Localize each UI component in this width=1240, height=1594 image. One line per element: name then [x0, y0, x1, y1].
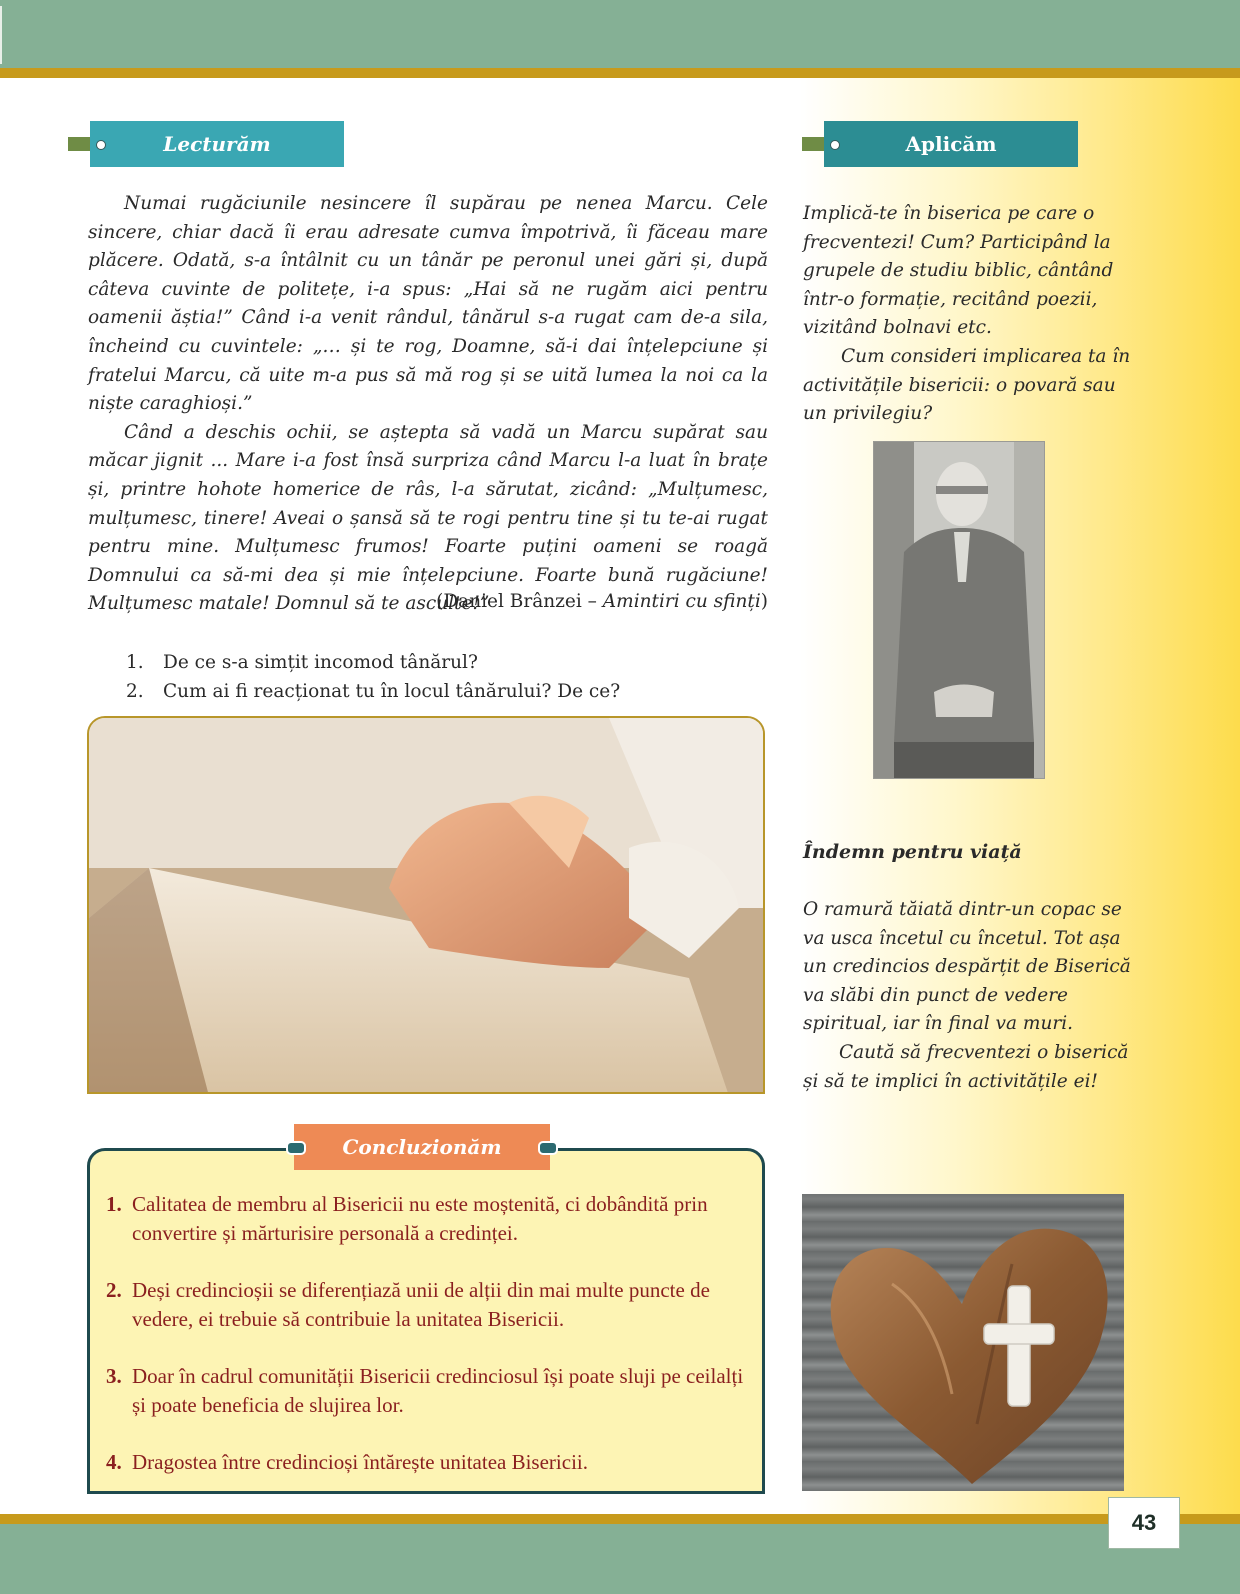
tab-pin-right-icon	[538, 1141, 558, 1155]
questions-list	[126, 648, 726, 706]
tab-body	[824, 121, 1078, 167]
apply-text	[803, 200, 1133, 429]
question-text: Cum ai fi reacționat tu în locul tânărului? De ce?	[163, 681, 621, 702]
conclusions-list	[104, 1190, 754, 1505]
wooden-heart-illustration	[802, 1194, 1124, 1491]
conclusion-text: Deși credincioșii se diferențiază unii de alții din mai multe puncte de vedere, ei trebuie să contribuie la unitatea Bisericii.	[132, 1278, 710, 1331]
tab-stub	[802, 137, 824, 151]
indemn-title: Îndemn pentru viață	[803, 841, 1022, 863]
question-item	[126, 677, 726, 706]
conclusion-number: 1.	[106, 1192, 122, 1216]
tab-pin-left-icon	[286, 1141, 306, 1155]
citation-title: Amintiri cu sfinți	[602, 591, 761, 612]
section-title-aplicam: Aplicăm	[905, 132, 997, 156]
question-text: De ce s-a simțit incomod tânărul?	[163, 652, 478, 673]
reading-citation	[88, 591, 768, 612]
praying-hands-illustration	[89, 718, 765, 1094]
citation-author: (Daniel Brânzei –	[436, 591, 603, 612]
apply-paragraph-2: Cum consideri implicarea ta în activitățile bisericii: o povară sau un privilegiu?	[803, 345, 1131, 425]
header-edge-line	[0, 6, 2, 64]
section-tab-lecturam	[68, 121, 344, 167]
old-man-illustration	[874, 442, 1044, 778]
conclusion-text: Doar în cadrul comunității Bisericii credinciosul își poate sluji pe ceilalți și poate beneficia de slujirea lor.	[132, 1364, 744, 1417]
reading-text	[88, 190, 768, 619]
apply-paragraph-1: Implică-te în biserica pe care o frecventezi! Cum? Participând la grupele de studiu biblic, cântând într-o formație, recitând poezii, vizitând bolnavi etc.	[803, 203, 1114, 339]
reading-paragraph-1: Numai rugăciunile nesincere îl supărau pe nenea Marcu. Cele sincere, chiar dacă îi erau adresate cumva împotrivă, îi făceau mare plăcere. Odată, s-a întâlnit cu un tânăr pe peronul unei gări și, după câteva cuvinte de politețe, i-a spus: „Hai să ne rugăm aici pentru oamenii ăștia!” Când i-a venit rândul, tânărul s-a rugat cam de-a sila, încheind cu cuvintele: „… și te rog, Doamne, să-i dai înțelepciune și fratelui Marcu, că uite m-a pus să mă rog și se uită lumea la noi ca la niște caraghioși.”	[88, 193, 768, 415]
indemn-paragraph-1: O ramură tăiată dintr-un copac se va usca încetul cu încetul. Tot așa un credincios despărțit de Biserică va slăbi din punct de vedere spiritual, iar în final va muri.	[803, 899, 1131, 1035]
tab-stub	[68, 137, 90, 151]
indemn-paragraph-2: Caută să frecventezi o biserică și să te implici în activitățile ei!	[803, 1041, 1129, 1092]
header-band	[0, 0, 1240, 68]
indemn-text	[803, 896, 1133, 1096]
section-tab-aplicam	[802, 121, 1078, 167]
header-rule	[0, 68, 1240, 78]
conclusion-number: 4.	[106, 1450, 122, 1474]
conclusion-item	[104, 1190, 754, 1248]
tab-body	[90, 121, 344, 167]
question-number: 1.	[126, 652, 144, 673]
citation-close: )	[760, 591, 768, 612]
footer-band	[0, 1524, 1240, 1594]
section-title-lecturam: Lecturăm	[163, 132, 271, 156]
tab-pin-icon	[96, 140, 106, 150]
question-number: 2.	[126, 681, 144, 702]
old-man-photo	[873, 441, 1045, 779]
footer-rule	[0, 1514, 1240, 1524]
conclusion-text: Dragostea între credincioși întărește unitatea Bisericii.	[132, 1450, 588, 1474]
tab-pin-icon	[830, 140, 840, 150]
question-item	[126, 648, 726, 677]
praying-hands-bible-photo	[87, 716, 765, 1094]
conclusion-item	[104, 1448, 754, 1477]
conclusion-number: 2.	[106, 1278, 122, 1302]
section-title-concluzionam: Concluzionăm	[342, 1135, 502, 1159]
wooden-heart-cross-photo	[802, 1194, 1124, 1491]
conclusion-number: 3.	[106, 1364, 122, 1388]
page-number: 43	[1108, 1497, 1180, 1549]
conclusion-text: Calitatea de membru al Bisericii nu este moștenită, ci dobândită prin convertire și mărturisire personală a credinței.	[132, 1192, 708, 1245]
conclusion-item	[104, 1276, 754, 1334]
reading-paragraph-2: Când a deschis ochii, se aștepta să vadă un Marcu supărat sau măcar jignit ... Mare i-a fost însă surpriza când Marcu l-a luat în brațe și, printre hohote homerice de râs, l-a sărutat, zicând: „Mulțumesc, mulțumesc, tinere! Aveai o șansă să te rogi pentru tine și tu te-ai rugat pentru mine. Mulțumesc frumos! Foarte puțini oameni se roagă Domnului ca să-mi dea și mie înțelepciune. Foarte bună rugăciune! Mulțumesc matale! Domnul să te asculte!”	[88, 421, 768, 615]
section-tab-concluzionam	[294, 1124, 550, 1170]
conclusion-item	[104, 1362, 754, 1420]
